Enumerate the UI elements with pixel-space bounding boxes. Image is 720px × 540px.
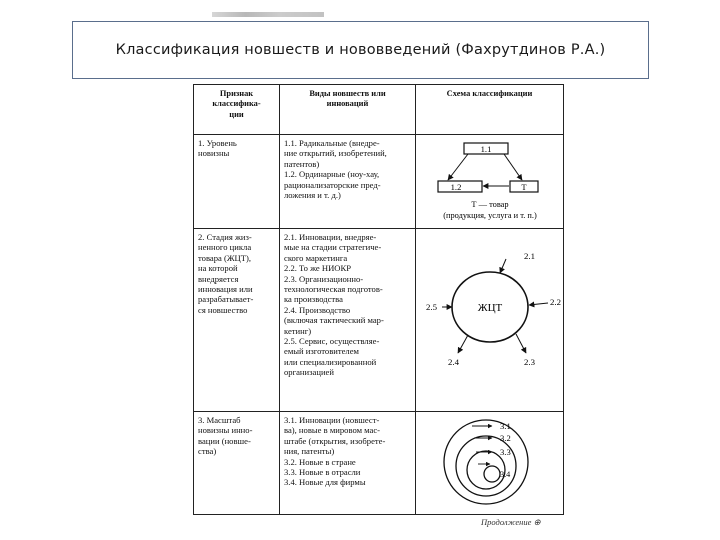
circle-3-2 xyxy=(456,436,516,496)
header-scheme: Схема классификации xyxy=(416,85,564,135)
caption-line-2: (продукция, услуга и т. п.) xyxy=(443,211,537,220)
row3-scheme xyxy=(416,412,564,515)
novelty-scale-diagram xyxy=(416,412,564,515)
life-cycle-center-label: ЖЦТ xyxy=(477,302,503,314)
row2-feature: 2. Стадия жиз- ненного цикла товара (ЖЦТ), на которой внедряется инновация или разрабатывает- ся новшество xyxy=(194,229,280,412)
scan-top-fragment xyxy=(212,12,324,17)
box-1-2-label: 1.2 xyxy=(450,182,462,192)
arrow-2-2 xyxy=(529,303,548,305)
box-t-label: Т xyxy=(521,182,527,192)
label-3-2: 3.2 xyxy=(500,433,511,443)
table-row xyxy=(194,135,564,229)
arrow-2-3 xyxy=(516,334,526,353)
arrow-2-4 xyxy=(458,335,468,353)
table-row xyxy=(194,229,564,412)
caption-line-1: Т — товар xyxy=(471,200,509,209)
scanned-table-image xyxy=(193,84,563,527)
row1-scheme xyxy=(416,135,564,229)
arrow-1-1-to-t xyxy=(504,154,522,180)
table-header-row xyxy=(194,85,564,135)
label-2-5: 2.5 xyxy=(426,302,437,312)
arrow-1-1-to-1-2 xyxy=(448,154,468,180)
novelty-level-diagram xyxy=(416,135,564,229)
row2-scheme xyxy=(416,229,564,412)
row3-types: 3.1. Инновации (новшест- ва), новые в мировом мас- штабе (открытия, изобрете- ния, патенты) 3.2. Новые в стране 3.3. Новые в отрасли 3.4. Новые для фирмы xyxy=(280,412,416,515)
row1-types: 1.1. Радикальные (внедре- ние открытий, изобретений, патентов) 1.2. Ординарные (ноу-хау, рационализаторские пред- ложения и т. д.) xyxy=(280,135,416,229)
label-2-1: 2.1 xyxy=(524,251,535,261)
row1-feature: 1. Уровень новизны xyxy=(194,135,280,229)
header-types: Виды новшеств или инноваций xyxy=(280,85,416,135)
slide-title: Классификация новшеств и нововведений (Фахрутдинов Р.А.) xyxy=(115,42,606,58)
classification-table xyxy=(193,84,564,515)
circle-3-4 xyxy=(484,466,500,482)
row3-feature: 3. Масштаб новизны инно- вации (новше- ства) xyxy=(194,412,280,515)
table-row xyxy=(194,412,564,515)
life-cycle-diagram xyxy=(416,229,564,412)
label-3-1: 3.1 xyxy=(500,421,511,431)
label-2-4: 2.4 xyxy=(448,357,459,367)
arrow-2-1 xyxy=(500,259,506,273)
header-feature: Признак классифика- ции xyxy=(194,85,280,135)
label-3-3: 3.3 xyxy=(500,447,511,457)
row2-types: 2.1. Инновации, внедряе- мые на стадии стратегиче- ского маркетинга 2.2. То же НИОКР 2.3. Организационно- технологическая подготов- ка производства 2.4. Производство (включая тактический мар- кетинг) 2.5. Сервис, осуществляе- емый изготовителем или специализированной организацией xyxy=(280,229,416,412)
slide-title-box xyxy=(72,21,649,79)
box-1-1-label: 1.1 xyxy=(480,144,492,154)
label-2-2: 2.2 xyxy=(550,297,561,307)
label-3-4: 3.4 xyxy=(500,470,511,479)
continuation-note: Продолжение ⊕ xyxy=(481,517,541,527)
label-2-3: 2.3 xyxy=(524,357,535,367)
